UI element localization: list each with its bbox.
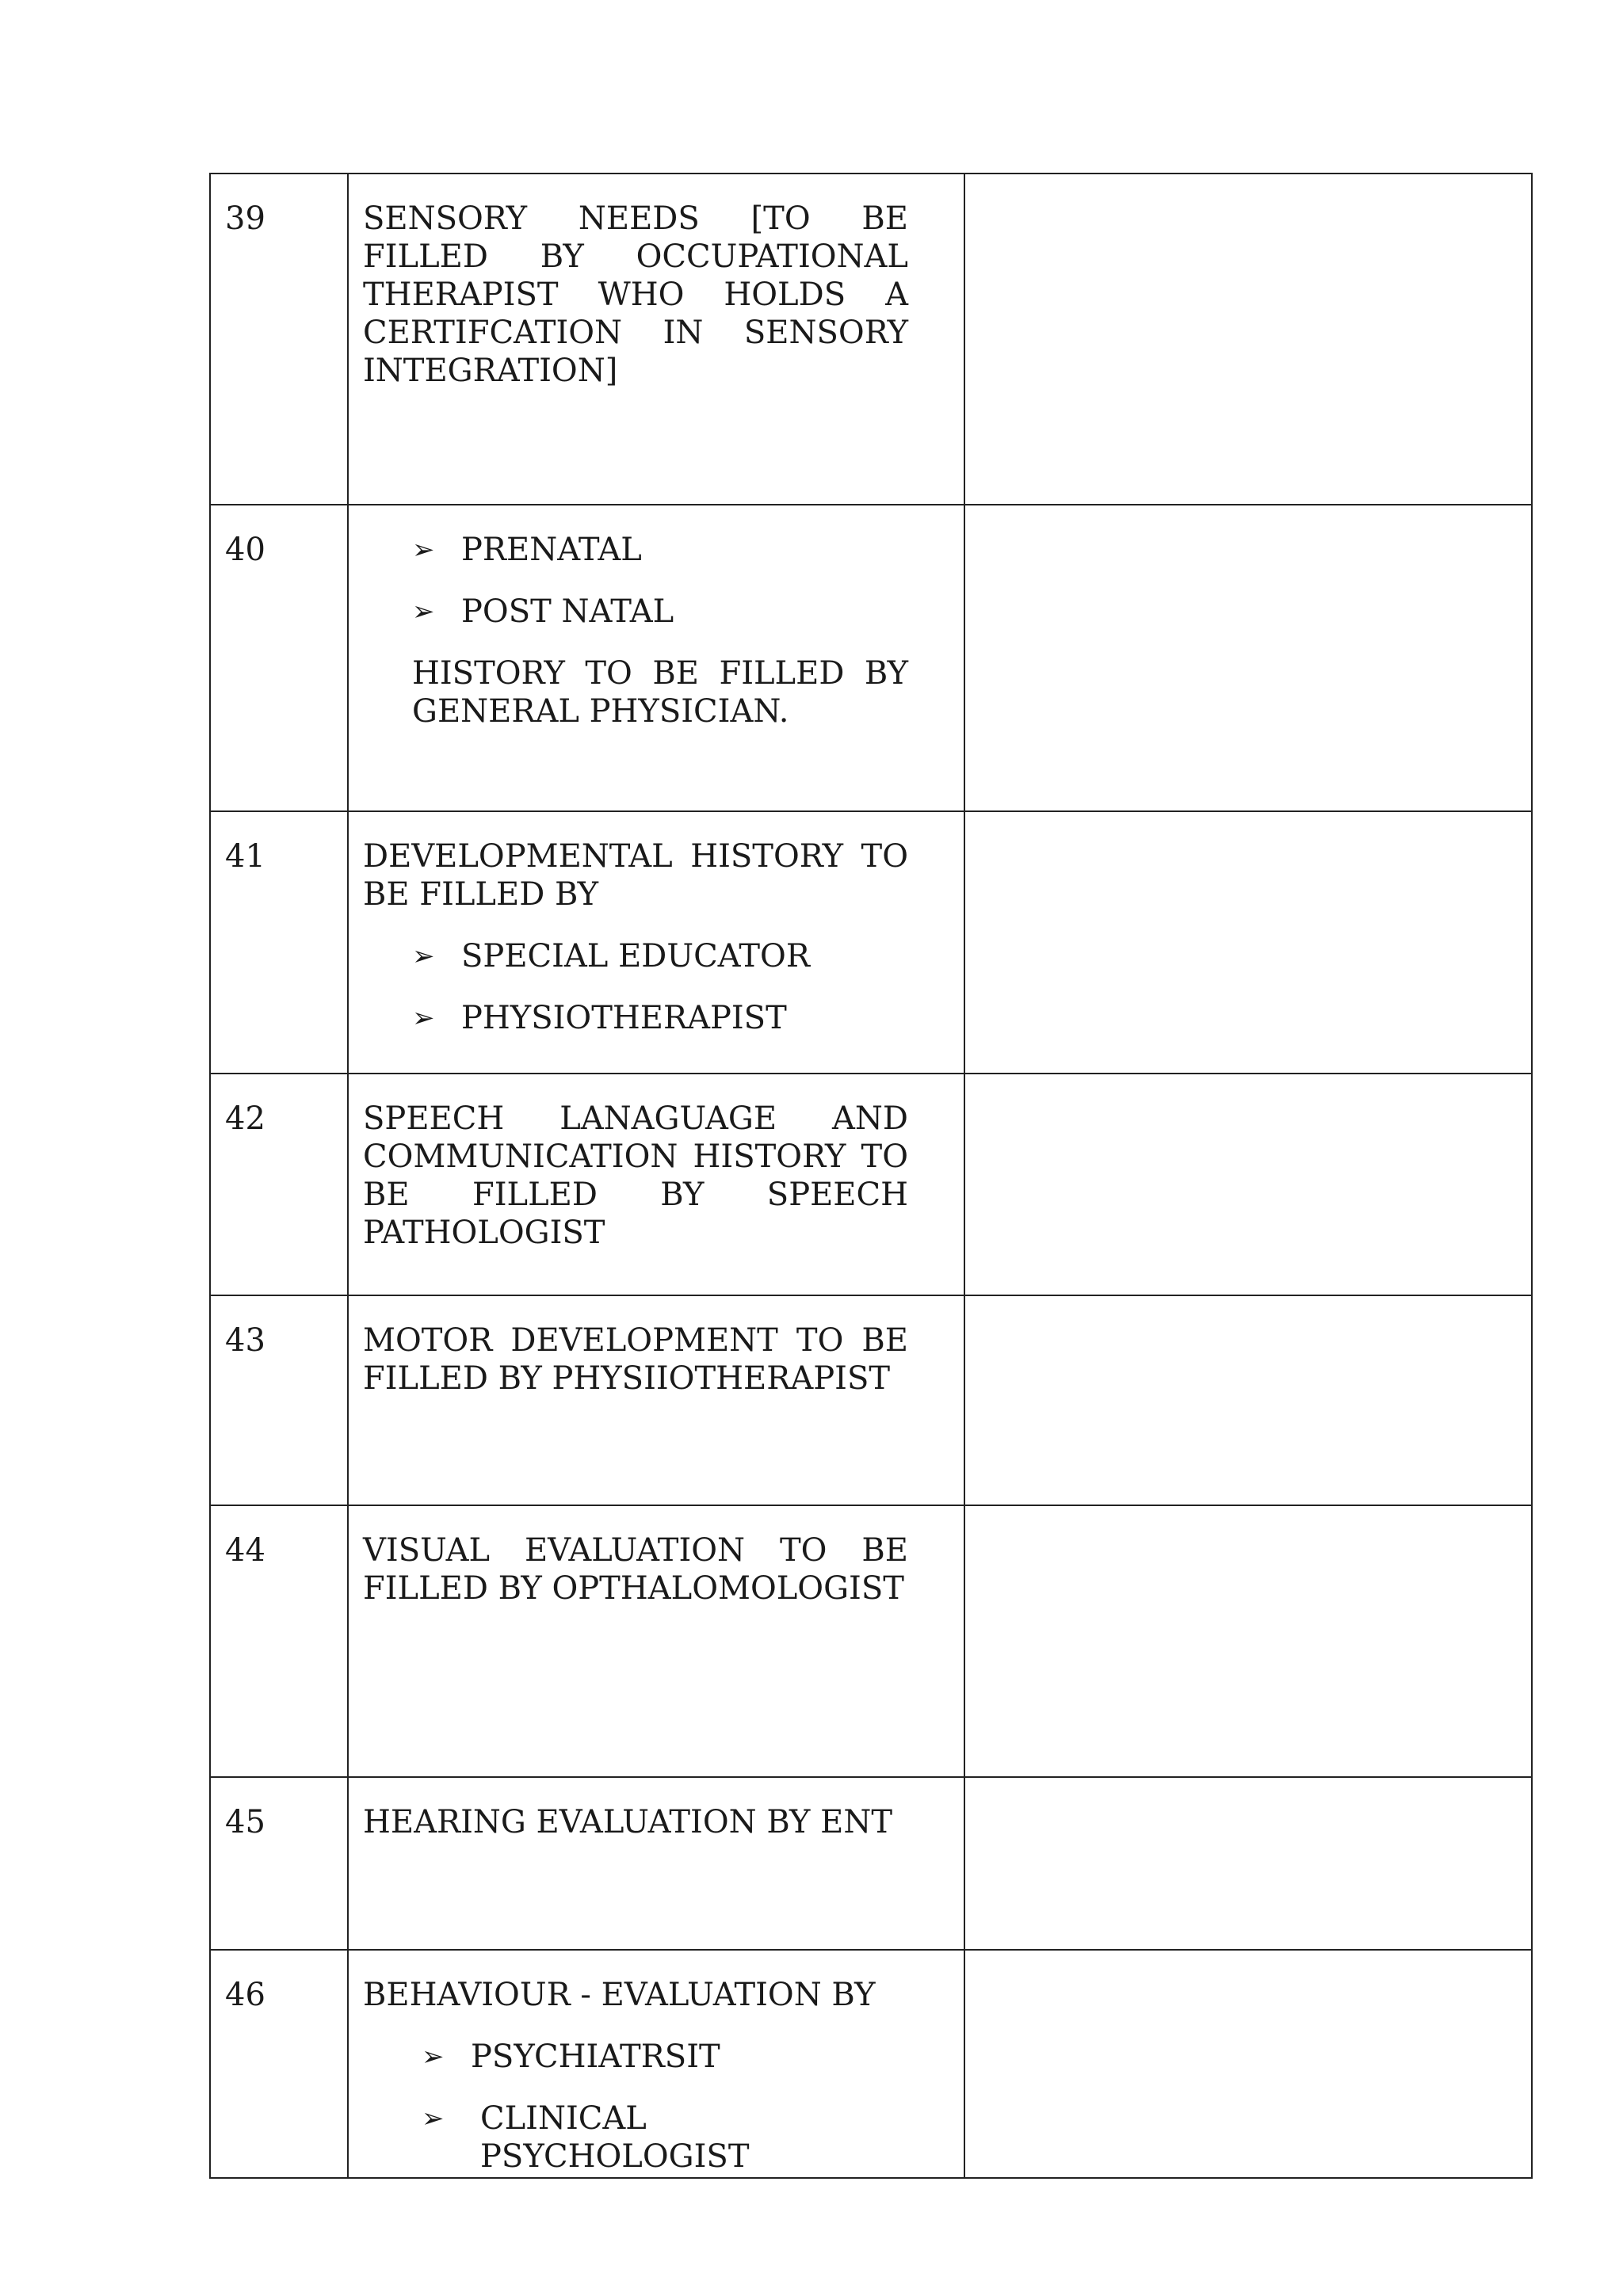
arrowhead-bullet-icon: ➢ <box>412 534 435 566</box>
table-row <box>210 1950 1532 2178</box>
row-description: VISUAL EVALUATION TO BE FILLED BY OPTHALOMOLOGIST <box>363 1532 908 1607</box>
row-description: BEHAVIOUR - EVALUATION BY <box>363 1977 876 2013</box>
row-description: SPEECH LANAGUAGE AND COMMUNICATION HISTORY TO BE FILLED BY SPEECH PATHOLOGIST <box>363 1100 908 1251</box>
bullet-list <box>363 531 908 631</box>
arrowhead-bullet-icon: ➢ <box>422 2103 445 2134</box>
row-number: 46 <box>225 1977 265 2013</box>
response-cell[interactable] <box>964 1777 1532 1950</box>
description-cell <box>348 811 964 1074</box>
table-row <box>210 1295 1532 1505</box>
list-item <box>422 2100 932 2176</box>
table-row <box>210 1074 1532 1295</box>
description-cell <box>348 174 964 505</box>
arrowhead-bullet-icon: ➢ <box>412 596 435 627</box>
description-cell <box>348 1950 964 2178</box>
list-item <box>412 531 908 569</box>
row-description: DEVELOPMENTAL HISTORY TO BE FILLED BY <box>363 838 908 913</box>
list-item <box>412 593 908 631</box>
list-item-label: SPECIAL EDUCATOR <box>461 938 810 974</box>
arrowhead-bullet-icon: ➢ <box>412 1002 435 1034</box>
list-item <box>422 2038 932 2076</box>
list-item-label: CLINICAL PSYCHOLOGIST <box>480 2100 750 2175</box>
row-description: MOTOR DEVELOPMENT TO BE FILLED BY PHYSIIOTHERAPIST <box>363 1322 908 1397</box>
row-number-cell <box>210 1505 348 1777</box>
row-number: 45 <box>225 1804 265 1840</box>
row-number: 43 <box>225 1322 265 1359</box>
description-cell <box>348 505 964 811</box>
description-cell <box>348 1505 964 1777</box>
row-number-cell <box>210 505 348 811</box>
table-row <box>210 1777 1532 1950</box>
row-number: 44 <box>225 1532 265 1569</box>
description-cell <box>348 1074 964 1295</box>
row-number-cell <box>210 1074 348 1295</box>
table-row <box>210 174 1532 505</box>
response-cell[interactable] <box>964 811 1532 1074</box>
list-item-label: PRENATAL <box>461 532 642 568</box>
row-number-cell <box>210 811 348 1074</box>
list-item <box>412 937 908 975</box>
row-number: 41 <box>225 838 265 875</box>
response-cell[interactable] <box>964 1505 1532 1777</box>
response-cell[interactable] <box>964 1074 1532 1295</box>
row-description: HEARING EVALUATION BY ENT <box>363 1804 893 1840</box>
bullet-list <box>363 937 908 1037</box>
row-number: 40 <box>225 532 265 568</box>
row-number-cell <box>210 1950 348 2178</box>
assessment-form-table <box>209 173 1533 2179</box>
row-number-cell <box>210 174 348 505</box>
list-item-label: PHYSIOTHERAPIST <box>461 1000 787 1036</box>
list-item-label: PSYCHIATRSIT <box>471 2039 720 2075</box>
description-cell <box>348 1777 964 1950</box>
row-number-cell <box>210 1295 348 1505</box>
row-number: 39 <box>225 200 265 237</box>
response-cell[interactable] <box>964 505 1532 811</box>
arrowhead-bullet-icon: ➢ <box>412 940 435 972</box>
row-number: 42 <box>225 1100 265 1137</box>
table-row <box>210 1505 1532 1777</box>
list-item-label: POST NATAL <box>461 593 674 630</box>
response-cell[interactable] <box>964 1950 1532 2178</box>
row-description: HISTORY TO BE FILLED BY GENERAL PHYSICIAN. <box>412 655 908 730</box>
description-cell <box>348 1295 964 1505</box>
response-cell[interactable] <box>964 1295 1532 1505</box>
row-description: SENSORY NEEDS [TO BE FILLED BY OCCUPATIONAL THERAPIST WHO HOLDS A CERTIFCATION IN SENSORY INTEGRATION] <box>363 200 908 389</box>
table-row <box>210 505 1532 811</box>
arrowhead-bullet-icon: ➢ <box>422 2041 445 2073</box>
row-number-cell <box>210 1777 348 1950</box>
list-item <box>412 999 908 1037</box>
table-row <box>210 811 1532 1074</box>
bullet-list <box>363 2038 932 2176</box>
response-cell[interactable] <box>964 174 1532 505</box>
